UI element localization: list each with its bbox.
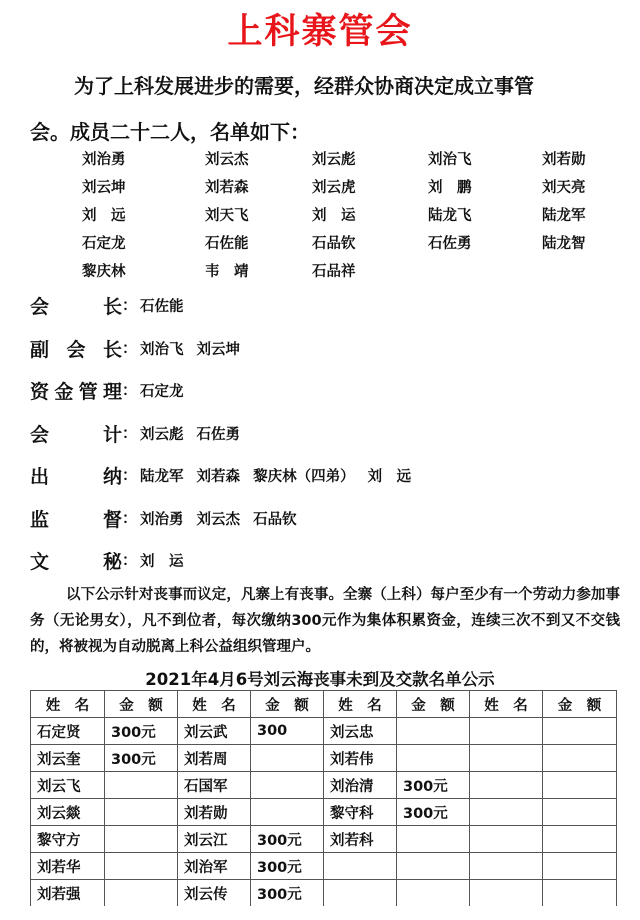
cell-amount [251,745,324,772]
cell-amount [543,799,617,826]
role-label: 会 长 [30,296,122,318]
col-header-amount: 金 额 [105,691,178,718]
role-row [30,377,630,407]
role-members: 石定龙 [140,384,184,400]
cell-amount: 300元 [105,718,178,745]
role-members: 刘治勇 刘云杰 石品钦 [140,512,297,528]
member-name: 刘天亮 [542,180,586,196]
cell-amount [105,772,178,799]
cell-amount [543,853,617,880]
cell-name: 刘若强 [31,880,105,907]
member-name: 刘治勇 [82,152,126,168]
table-row [31,799,617,826]
cell-amount [397,880,470,907]
role-members: 刘治飞 刘云坤 [140,342,241,358]
cell-amount [397,826,470,853]
member-name: 刘治飞 [428,152,472,168]
role-members: 刘 运 [140,554,184,570]
cell-amount [251,799,324,826]
cell-amount [543,826,617,853]
member-name: 黎庆林 [82,264,126,280]
bottom-crop [0,909,640,920]
role-colon: ： [122,339,138,357]
table-row [31,853,617,880]
cell-name: 刘云奎 [31,745,105,772]
col-header-name: 姓 名 [470,691,543,718]
role-label: 文 秘 [30,551,122,573]
role-row [30,547,630,577]
cell-amount [397,745,470,772]
role-members: 陆龙军 刘若森 黎庆林（四弟） 刘 远 [140,469,412,485]
role-members: 石佐能 [140,299,184,315]
col-header-name: 姓 名 [178,691,251,718]
cell-name: 刘若科 [324,826,397,853]
table-row [31,772,617,799]
cell-name: 黎守科 [324,799,397,826]
cell-name [470,718,543,745]
cell-name: 刘若华 [31,853,105,880]
cell-name [324,880,397,907]
cell-amount [105,826,178,853]
role-row [30,292,630,322]
role-row [30,335,630,365]
cell-name [470,880,543,907]
cell-name: 刘云忠 [324,718,397,745]
role-label: 会 计 [30,424,122,446]
col-header-amount: 金 额 [251,691,324,718]
table-row [31,880,617,907]
cell-amount [543,772,617,799]
cell-name: 刘云飞 [31,772,105,799]
role-colon: ： [122,551,138,569]
cell-name: 刘若伟 [324,745,397,772]
cell-name: 石定贤 [31,718,105,745]
cell-name: 刘云传 [178,880,251,907]
role-label: 监 督 [30,509,122,531]
cell-amount: 300 [251,718,324,745]
role-label: 副 会 长 [30,339,122,361]
member-name: 石品钦 [312,236,356,252]
table-row [31,826,617,853]
cell-amount [105,880,178,907]
role-colon: ： [122,424,138,442]
col-header-amount: 金 额 [397,691,470,718]
member-name: 刘 运 [312,208,356,224]
cell-amount [251,772,324,799]
cell-amount: 300元 [251,853,324,880]
col-header-name: 姓 名 [324,691,397,718]
member-name: 刘若森 [205,180,249,196]
cell-amount: 300元 [251,880,324,907]
member-name: 刘若勋 [542,152,586,168]
table-row [31,745,617,772]
member-name: 石佐能 [205,236,249,252]
table-header-row [31,691,617,718]
table-title: 2021年4月6号刘云海丧事未到及交款名单公示 [145,670,495,689]
cell-name: 刘云武 [178,718,251,745]
notice-paragraph: 以下公示针对丧事而议定，凡寨上有丧事。全寨（上科）每户至少有一个劳动力参加事务（无论男女），凡不到位者，每次缴纳300元作为集体积累资金，连续三次不到又不交钱的，将被视为自动脱离上科公益组织管理户。 [30,587,620,655]
cell-amount: 300元 [251,826,324,853]
cell-name [470,772,543,799]
cell-amount [543,745,617,772]
cell-name [470,799,543,826]
member-name: 陆龙飞 [428,208,472,224]
cell-amount: 300元 [397,772,470,799]
role-label: 出 纳 [30,466,122,488]
col-header-name: 姓 名 [31,691,105,718]
cell-name: 刘治军 [178,853,251,880]
role-row [30,420,630,450]
cell-name: 黎守方 [31,826,105,853]
table-row [31,718,617,745]
member-name: 刘云坤 [82,180,126,196]
member-name: 石品祥 [312,264,356,280]
cell-name [470,853,543,880]
role-row [30,505,630,535]
member-list [0,148,640,288]
member-name: 刘天飞 [205,208,249,224]
role-colon: ： [122,466,138,484]
cell-amount [105,853,178,880]
cell-amount: 300元 [105,745,178,772]
intro-line-2: 会。成员二十二人，名单如下： [30,120,310,144]
cell-name: 刘若周 [178,745,251,772]
member-name: 石定龙 [82,236,126,252]
cell-name: 刘治清 [324,772,397,799]
member-name: 刘云杰 [205,152,249,168]
member-name: 刘 远 [82,208,126,224]
cell-amount [105,799,178,826]
member-name: 刘云彪 [312,152,356,168]
member-name: 石佐勇 [428,236,472,252]
cell-name: 刘云江 [178,826,251,853]
cell-amount: 300元 [397,799,470,826]
member-name: 刘云虎 [312,180,356,196]
cell-amount [543,880,617,907]
role-colon: ： [122,296,138,314]
cell-name [470,826,543,853]
role-colon: ： [122,509,138,527]
cell-amount [397,718,470,745]
role-members: 刘云彪 石佐勇 [140,427,241,443]
cell-name: 石国军 [178,772,251,799]
cell-name: 刘云燚 [31,799,105,826]
cell-amount [397,853,470,880]
page-title: 上科寨管会 [227,12,413,52]
member-name: 陆龙智 [542,236,586,252]
role-label: 资 金 管 理 [30,381,122,403]
col-header-amount: 金 额 [543,691,617,718]
role-row [30,462,630,492]
role-colon: ： [122,381,138,399]
cell-amount [543,718,617,745]
cell-name [324,853,397,880]
cell-name: 刘若勋 [178,799,251,826]
member-name: 陆龙军 [542,208,586,224]
member-name: 韦 靖 [205,264,249,280]
member-name: 刘 鹏 [428,180,472,196]
intro-line-1: 为了上科发展进步的需要，经群众协商决定成立事管 [74,74,534,98]
absence-table [30,690,617,906]
cell-name [470,745,543,772]
